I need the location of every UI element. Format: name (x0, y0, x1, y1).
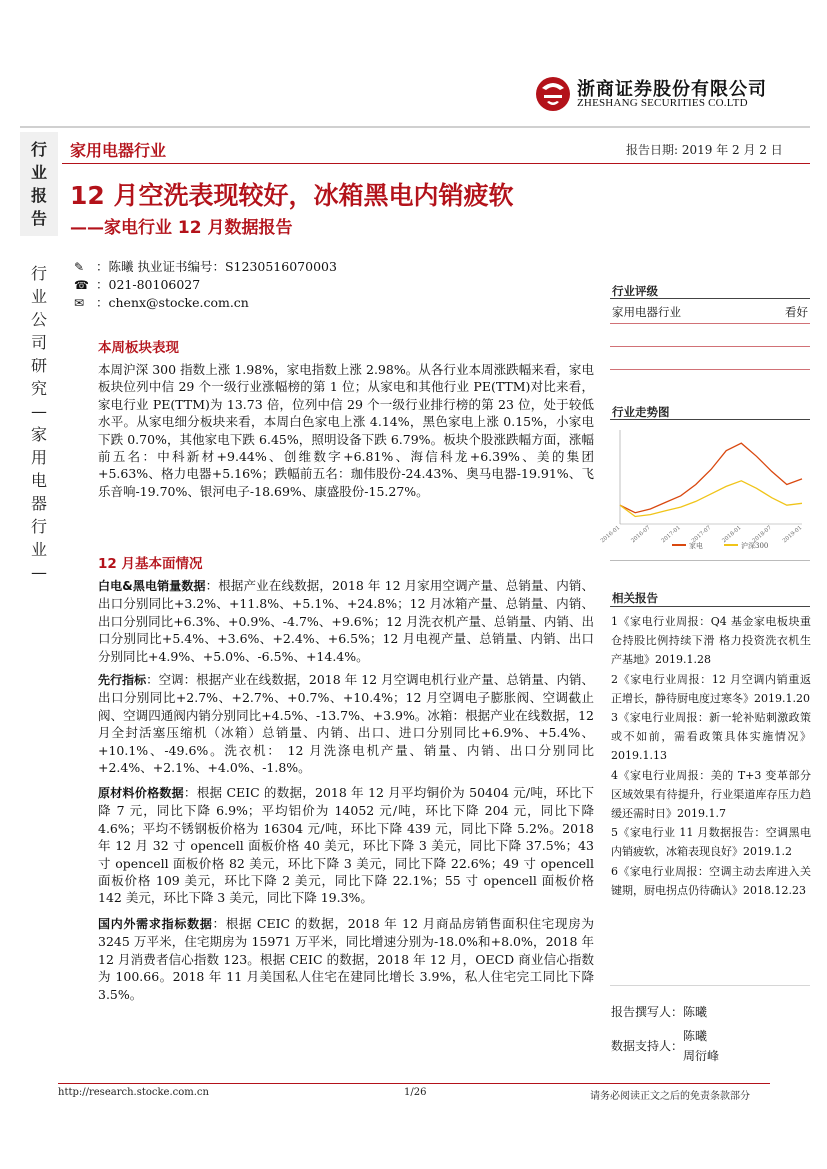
legend-label-jiadian: 家电 (689, 542, 703, 550)
pen-icon: ✎ (74, 260, 85, 274)
p3-text: ：根据 CEIC 的数据，2018 年 12 月平均铜价为 50404 元/吨，环比下降 7 元，同比下降 6.9%；平均铝价为 14052 元/吨，环比下降 204 元，同比下降 4.6%；平均不锈钢板价格为 16304 元/吨，环比下降 439 元，同比下降 5.2%。2018 年 12 月 32 寸 opencell 面板价格 40 美元，环比下降 3 美元，同比下降 37.5%；43 寸 opencell 面板价格 82 美元，环比下降 3 美元，同比下降 22.6%；49 寸 opencell 面板价格 109 美元，环比下降 2 美元，同比下降 22.1%；55 寸 opencell 面板价格 142 美元，环比下降 3 美元，同比下降 19.3%。 (98, 785, 594, 906)
side-char: 司 (30, 333, 47, 352)
related-item[interactable]: 4《家电行业周报：美的 T+3 变革部分区域效果有待提升，行业渠道库存压力趋缓还需时日》2019.1.7 (611, 768, 811, 821)
side-char: 电 (30, 471, 47, 490)
rating-value: 看好 (785, 305, 808, 319)
company-name-cn: 浙商证券股份有限公司 (577, 79, 767, 100)
p4-text: ：根据 CEIC 的数据，2018 年 12 月商品房销售面积住宅现房为 3245 万平米，住宅期房为 15971 万平米，同比增速分别为-18.0%和+8.0%，2018 年 12 月消费者信心指数 123。根据 CEIC 的数据，2018 年 12 月，OECD 商业信心指数为 100.66。2018 年 11 月美国私人住宅在建同比增长 3.9%，私人住宅完工同比下降 3.5%。 (98, 916, 594, 1002)
report-date: 报告日期: 2019 年 2 月 2 日 (626, 143, 783, 157)
side-char: 行 (30, 517, 47, 536)
header-divider (20, 126, 810, 128)
x-tick-label: 2016-01 (599, 524, 622, 545)
analyst-name-row (74, 258, 337, 276)
writer-row (611, 1002, 811, 1022)
company-name-en: ZHESHANG SECURITIES CO.LTD (577, 97, 748, 109)
weekly-text: 本周沪深 300 指数上涨 1.98%，家电指数上涨 2.98%。从各行业本周涨跌幅来看，家电板块位列中信 29 个一级行业涨幅榜的第 1 位；从家电和其他行业 PE(TTM)对比来看，家电行业 PE(TTM)为 13.73 倍，位列中信 29 个一级行业排行榜的第 23 位，处于较低水平。从家电细分板块来看，本周白色家电上涨 4.14%，黑色家电上涨 0.15%，小家电下跌 0.70%，其他家电下跌 6.45%，照明设备下跌 6.79%。板块个股涨跌幅方面，涨幅前五名：中科新材+9.44%、创维数字+6.81%、海信科龙+6.39%、美的集团+5.63%、格力电器+5.16%；跌幅前五名：珈伟股份-24.43%、奥马电器-19.91%、飞乐音响-19.70%、银河电子-18.69%、康盛股份-15.27%。 (98, 362, 594, 499)
fundamental-paragraph-4 (98, 915, 594, 1003)
rating-rule (610, 346, 810, 347)
side-tab (20, 132, 58, 236)
x-tick-label: 2017-07 (690, 524, 713, 545)
side-char: 用 (30, 448, 47, 467)
related-list (611, 612, 811, 900)
rating-title: 行业评级 (612, 284, 658, 298)
related-item[interactable]: 1《家电行业周报：Q4 基金家电板块重仓持股比例持续下滑 格力投资洗衣机生产基地》2019.1.28 (611, 615, 811, 667)
x-tick-label: 2017-01 (660, 524, 682, 545)
report-subtitle: ——家电行业 12 月数据报告 (70, 218, 293, 238)
company-logo (533, 74, 769, 114)
industry-label: 家用电器行业 (70, 141, 167, 160)
p3-label: 原材料价格数据 (98, 786, 184, 800)
fundamental-paragraph-2 (98, 671, 594, 776)
analyst-info (74, 258, 337, 312)
x-tick-label: 2016-07 (630, 524, 652, 545)
rating-row (612, 304, 808, 320)
related-title: 相关报告 (612, 591, 658, 605)
fundamental-paragraph-1 (98, 577, 594, 665)
side-tab-text (20, 138, 58, 230)
trend-divider (610, 419, 810, 420)
title-divider (62, 163, 810, 164)
support-label: 数据支持人： (611, 1039, 684, 1053)
rating-industry: 家用电器行业 (612, 305, 681, 319)
support-names (683, 1026, 719, 1066)
footer-disclaimer: 请务必阅读正文之后的免责条款部分 (590, 1091, 750, 1102)
related-divider (610, 606, 810, 607)
p2-label: 先行指标 (98, 673, 147, 687)
writers-block (611, 1002, 811, 1066)
writer-label: 报告撰写人： (611, 1005, 684, 1019)
side-char: 家 (30, 425, 47, 444)
side-vertical-label (20, 262, 58, 584)
p1-label: 白电&黑电销量数据 (98, 579, 206, 593)
p1-text: ：根据产业在线数据，2018 年 12 月家用空调产量、总销量、内销、出口分别同比+3.2%、+11.8%、+5.1%、+24.8%；12 月冰箱产量、总销量、内销、出口分别同比+6.3%、+0.9%、-4.7%、+9.6%；12 月洗衣机产量、总销量、内销、出口分别同比+5.4%、+3.6%、+2.4%、+6.5%；12 月电视产量、总销量、内销、出口分别同比+4.9%、+5.0%、-6.5%、+14.4%。 (98, 578, 594, 664)
p2-text: ：空调：根据产业在线数据，2018 年 12 月空调电机行业产量、总销量、内销、出口分别同比+2.7%、+2.7%、+0.7%、+10.4%；12 月空调电子膨胀阀、空调截止阀、空调四通阀内销分别同比+4.5%、-13.7%、+3.9%。冰箱：根据产业在线数据，12 月全封活塞压缩机（冰箱）总销量、内销、出口、进口分别同比+6.9%、+5.4%、+10.1%、-49.6%。洗衣机： 12 月洗涤电机产量、销量、内销、出口分别同比+2.4%、+2.1%、+4.0%、-1.8%。 (98, 672, 594, 776)
envelope-icon: ✉ (74, 296, 85, 310)
series-line-jiadian (620, 443, 802, 513)
side-tab-char: 告 (30, 209, 47, 228)
trend-chart (599, 424, 808, 552)
x-tick-label: 2019-01 (781, 524, 804, 545)
footer-divider (58, 1083, 770, 1084)
x-tick-label: 2018-07 (751, 524, 773, 545)
support-row (611, 1026, 811, 1066)
fundamental-section-title: 12 月基本面情况 (98, 556, 203, 572)
writer-name: 陈曦 (683, 1005, 708, 1019)
footer-page-number: 1/26 (404, 1087, 427, 1098)
side-tab-char: 报 (30, 186, 47, 205)
p4-label: 国内外需求指标数据 (98, 917, 213, 931)
side-char: 公 (30, 310, 47, 329)
related-item[interactable]: 5《家电行业 11 月数据报告：空调黑电内销疲软，冰箱表现良好》2019.1.2 (611, 826, 811, 859)
analyst-name: ：陈曦 执业证书编号：S1230516070003 (96, 259, 337, 274)
trend-title: 行业走势图 (612, 405, 670, 419)
related-item[interactable]: 6《家电行业周报：空调主动去库进入关键期，厨电拐点仍待确认》2018.12.23 (611, 864, 811, 897)
related-item[interactable]: 2《家电行业周报：12 月空调内销重返正增长，静待厨电度过寒冬》2019.1.20 (611, 672, 811, 705)
footer-url[interactable]: http://research.stocke.com.cn (58, 1087, 209, 1098)
side-tab-char: 业 (30, 163, 47, 182)
analyst-email[interactable]: ：chenx@stocke.com.cn (96, 295, 249, 310)
side-char: 业 (30, 287, 47, 306)
analyst-phone-row (74, 276, 337, 294)
side-char: 行 (30, 264, 47, 283)
side-char: — (31, 563, 47, 582)
trend-bottom-rule (610, 560, 810, 561)
report-title: 12 月空洗表现较好，冰箱黑电内销疲软 (70, 181, 514, 210)
rating-rule (610, 369, 810, 370)
side-char: 究 (30, 379, 47, 398)
analyst-email-row (74, 294, 337, 312)
legend-label-hs300: 沪深300 (741, 542, 769, 550)
weekly-paragraph (98, 361, 594, 500)
side-char: 器 (30, 494, 47, 513)
side-tab-char: 行 (30, 140, 47, 159)
series-line-hs300 (620, 481, 802, 517)
side-char: 研 (30, 356, 47, 375)
support-name: 周衍峰 (683, 1049, 720, 1063)
weekly-section-title: 本周板块表现 (98, 340, 179, 356)
rating-rule (610, 323, 810, 324)
fundamental-paragraph-3 (98, 784, 594, 907)
phone-icon: ☎ (74, 278, 89, 292)
chart-legend (672, 541, 768, 550)
rating-divider (610, 298, 810, 299)
related-bottom-rule (610, 985, 810, 986)
related-item[interactable]: 3《家电行业周报：新一轮补贴刺激政策或不如前，需看政策具体实施情况》2019.1.13 (611, 711, 811, 763)
company-logo-icon (533, 74, 573, 114)
side-char: — (31, 402, 47, 421)
support-name: 陈曦 (683, 1029, 708, 1043)
analyst-phone: ：021-80106027 (96, 277, 201, 292)
x-tick-label: 2018-01 (721, 524, 743, 545)
side-char: 业 (30, 540, 47, 559)
